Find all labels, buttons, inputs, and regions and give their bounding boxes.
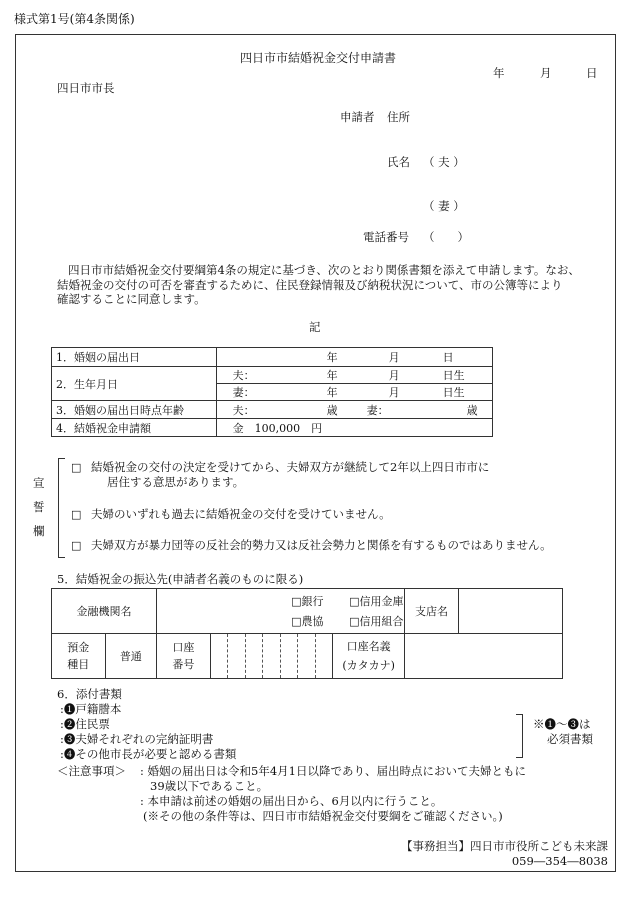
deposit-type-value: 普通 bbox=[105, 634, 157, 679]
required-note-1: ※❶～❸は bbox=[533, 717, 591, 731]
declaration-item-3: 夫婦双方が暴力団等の反社会的勢力又は反社会勢力と関係を有するものではありません。 bbox=[91, 538, 552, 552]
table-row bbox=[52, 348, 493, 367]
form-label: 様式第1号(第4条関係) bbox=[14, 12, 135, 26]
table-row bbox=[52, 401, 493, 419]
account-digit[interactable] bbox=[298, 634, 316, 679]
page-title: 四日市市結婚祝金交付申請書 bbox=[240, 51, 397, 65]
declaration-checkbox-3[interactable]: □ bbox=[71, 539, 82, 552]
birthdate-husband-field[interactable]: 夫： 年 月 日生 bbox=[216, 367, 492, 384]
body-text-line-2: 結婚祝金の交付の可否を審査するために、住民登録情報及び納税状況について、市の公簿等により bbox=[57, 278, 563, 292]
applicant-husband: （ 夫 ） bbox=[423, 155, 465, 169]
declaration-item-1-cont: 居住する意思があります。 bbox=[107, 475, 245, 489]
amount-label: 4．結婚祝金申請額 bbox=[52, 419, 217, 437]
agri-option[interactable]: □農協 bbox=[291, 615, 324, 628]
account-digit[interactable] bbox=[263, 634, 281, 679]
declaration-checkbox-2[interactable]: □ bbox=[71, 508, 82, 521]
marriage-date-label: 1．婚姻の届出日 bbox=[52, 348, 217, 367]
account-number-label: 口座 番号 bbox=[157, 634, 211, 679]
notes-line-1: : 婚姻の届出日は令和5年4月1日以降であり、届出時点において夫婦ともに bbox=[140, 764, 526, 778]
account-name-label: 口座名義 (カタカナ) bbox=[333, 634, 405, 679]
bank-option[interactable]: □銀行 bbox=[291, 595, 324, 608]
table-row bbox=[52, 634, 563, 679]
required-note-2: 必須書類 bbox=[547, 732, 593, 746]
institution-label: 金融機関名 bbox=[52, 589, 157, 634]
applicant-name-label: 氏名 bbox=[387, 155, 410, 169]
required-bracket bbox=[516, 714, 523, 758]
attachments-heading: 6．添付書類 bbox=[57, 687, 122, 701]
account-digit[interactable] bbox=[210, 634, 228, 679]
info-table bbox=[51, 347, 493, 437]
applicant-phone-parens[interactable]: （ ） bbox=[423, 230, 469, 244]
attachment-item-4: :❹その他市長が必要と認める書類 bbox=[60, 747, 237, 761]
addressee: 四日市市長 bbox=[57, 81, 115, 95]
branch-field[interactable] bbox=[458, 589, 562, 634]
notes-line-3: : 本申請は前述の婚姻の届出日から、6月以内に行うこと。 bbox=[140, 794, 443, 808]
deposit-type-label: 預金 種目 bbox=[52, 634, 106, 679]
marriage-date-field[interactable]: 年 月 日 bbox=[216, 348, 492, 367]
ki-heading: 記 bbox=[309, 320, 321, 334]
account-name-field[interactable] bbox=[405, 634, 563, 679]
birthdate-wife-field[interactable]: 妻： 年 月 日生 bbox=[216, 384, 492, 401]
credit-bank-option[interactable]: □信用金庫 bbox=[349, 595, 404, 608]
footer-phone: 059―354―8038 bbox=[511, 854, 608, 868]
table-row bbox=[52, 589, 563, 634]
attachment-item-2: :❷住民票 bbox=[60, 717, 110, 731]
age-field[interactable]: 夫： 歳 妻： 歳 bbox=[216, 401, 492, 419]
declaration-item-2: 夫婦のいずれも過去に結婚祝金の交付を受けていません。 bbox=[91, 507, 391, 521]
bank-table bbox=[51, 588, 563, 679]
date-year[interactable]: 年 bbox=[493, 66, 505, 80]
declaration-bracket bbox=[58, 458, 65, 558]
applicant-label: 申請者 bbox=[340, 110, 375, 124]
birthdate-label: 2．生年月日 bbox=[52, 367, 217, 401]
body-text-line-1: 四日市市結婚祝金交付要綱第4条の規定に基づき、次のとおり関係書類を添えて申請します。なお、 bbox=[68, 263, 580, 277]
age-label: 3．婚姻の届出日時点年齢 bbox=[52, 401, 217, 419]
body-text-line-3: 確認することに同意します。 bbox=[57, 292, 206, 306]
footer-office: 【事務担当】四日市市役所こども未来課 bbox=[401, 839, 608, 853]
date-day[interactable]: 日 bbox=[586, 66, 598, 80]
notes-label: ＜注意事項＞ bbox=[57, 764, 126, 778]
applicant-phone-label: 電話番号 bbox=[363, 230, 409, 244]
declaration-item-1: 結婚祝金の交付の決定を受けてから、夫婦双方が継続して2年以上四日市市に bbox=[91, 460, 490, 474]
amount-value: 金 100,000 円 bbox=[216, 419, 492, 437]
declaration-side-label-2: 誓 bbox=[33, 500, 45, 514]
notes-line-2: 39歳以下であること。 bbox=[150, 779, 269, 793]
account-digit[interactable] bbox=[228, 634, 246, 679]
account-digit[interactable] bbox=[280, 634, 298, 679]
declaration-side-label-1: 宣 bbox=[33, 476, 45, 490]
date-month[interactable]: 月 bbox=[540, 66, 552, 80]
declaration-checkbox-1[interactable]: □ bbox=[71, 461, 82, 474]
branch-label: 支店名 bbox=[405, 589, 459, 634]
notes-line-4: (※その他の条件等は、四日市市結婚祝金交付要綱をご確認ください。) bbox=[143, 809, 503, 823]
credit-union-option[interactable]: □信用組合 bbox=[349, 615, 404, 628]
applicant-wife: （ 妻 ） bbox=[423, 199, 465, 213]
bank-section-heading: 5．結婚祝金の振込先(申請者名義のものに限る) bbox=[57, 572, 304, 586]
declaration-side-label-3: 欄 bbox=[33, 524, 45, 538]
applicant-address-label: 住所 bbox=[387, 110, 410, 124]
table-row bbox=[52, 419, 493, 437]
attachment-item-1: :❶戸籍謄本 bbox=[60, 702, 122, 716]
account-digit[interactable] bbox=[245, 634, 263, 679]
institution-field[interactable] bbox=[157, 589, 405, 634]
attachment-item-3: :❸夫婦それぞれの完納証明書 bbox=[60, 732, 214, 746]
table-row bbox=[52, 367, 493, 384]
account-digit[interactable] bbox=[315, 634, 333, 679]
